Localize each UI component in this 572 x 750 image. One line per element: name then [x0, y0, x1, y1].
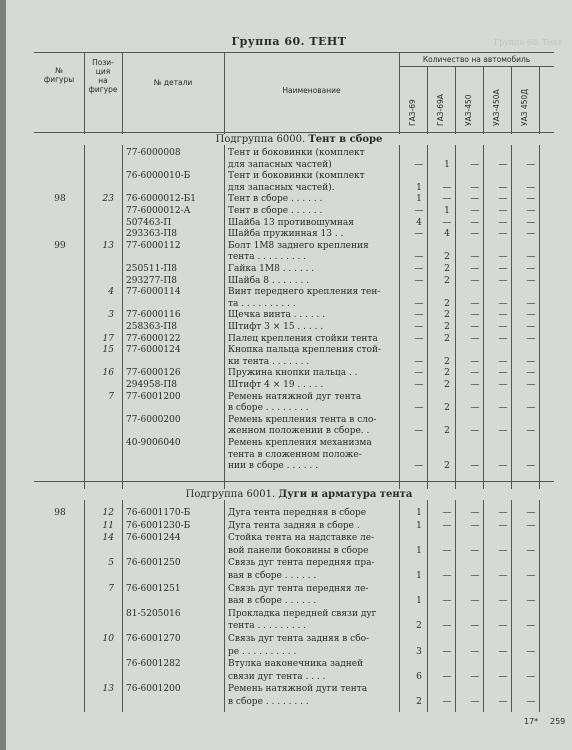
figure-number: 98	[54, 194, 66, 205]
page-title: Группа 60. ТЕНТ	[231, 35, 347, 48]
page-number: 259	[550, 717, 566, 726]
position-number: 13	[102, 684, 114, 695]
quantity-cell: —	[526, 426, 536, 437]
quantity-cell: —	[498, 356, 508, 367]
quantity-cell: —	[470, 596, 480, 607]
quantity-cell: —	[498, 596, 508, 607]
quantity-cell: —	[470, 545, 480, 556]
table-row	[34, 426, 564, 437]
part-name: Тент и боковинки (комплект	[228, 148, 365, 158]
quantity-cell: —	[414, 403, 424, 414]
table-row	[34, 438, 564, 449]
table-row	[34, 334, 564, 345]
quantity-cell: —	[498, 229, 508, 240]
quantity-cell: —	[526, 621, 536, 632]
part-number: 40-9006040	[126, 438, 181, 448]
part-name: в сборе . . . . . . . .	[228, 403, 309, 414]
quantity-cell: —	[498, 252, 508, 263]
part-number: 76-6000012-Б1	[126, 194, 196, 205]
quantity-cell: 1	[416, 520, 422, 531]
quantity-cell: —	[442, 646, 452, 657]
table-row	[34, 558, 564, 569]
part-name: Шайба 8 . . . . . . .	[228, 275, 310, 286]
table-row	[34, 415, 564, 426]
part-number: 76-6001270	[126, 634, 181, 644]
ghost-header: Группа 60. Тент	[493, 38, 562, 47]
quantity-cell: —	[526, 159, 536, 170]
quantity-cell: —	[498, 333, 508, 344]
quantity-cell: —	[470, 356, 480, 367]
quantity-cell: 2	[444, 380, 450, 390]
part-number: 76-6001170-Б	[126, 508, 191, 518]
table-row	[34, 659, 564, 670]
quantity-cell: —	[526, 333, 536, 344]
part-number: 77-6000012-А	[126, 206, 191, 216]
quantity-cell: 2	[444, 426, 450, 437]
table-row	[34, 345, 564, 356]
part-name: Шайба пружинная 13 . .	[228, 229, 344, 240]
quantity-cell: 1	[416, 571, 422, 581]
subgroup-title: Подгруппа 6000. Тент в сборе	[34, 134, 564, 145]
table-row	[34, 508, 564, 519]
table-row	[34, 609, 564, 620]
quantity-cell: —	[442, 520, 452, 531]
quantity-cell: 2	[416, 697, 422, 707]
table-row	[34, 647, 564, 658]
quantity-cell: —	[498, 368, 508, 379]
quantity-cell: —	[498, 182, 508, 193]
quantity-cell: —	[442, 217, 452, 228]
quantity-cell: 1	[444, 206, 450, 216]
part-number: 77-6000116	[126, 310, 181, 321]
part-number: 293277-П8	[126, 275, 177, 286]
quantity-cell: —	[526, 596, 536, 607]
quantity-cell: 2	[444, 322, 450, 332]
quantity-cell: —	[470, 380, 480, 390]
quantity-cell: —	[414, 206, 424, 216]
part-name: Щечка винта . . . . . .	[228, 310, 326, 321]
quantity-cell: —	[526, 461, 536, 472]
quantity-cell: —	[442, 194, 452, 205]
part-name: вой панели боковины в сборе	[228, 545, 369, 556]
quantity-cell: —	[470, 275, 480, 286]
quantity-cell: —	[470, 217, 480, 228]
quantity-cell: —	[498, 403, 508, 414]
quantity-cell: —	[526, 298, 536, 309]
quantity-cell: —	[442, 508, 452, 518]
quantity-cell: —	[442, 621, 452, 632]
quantity-cell: —	[498, 264, 508, 274]
part-number: 293363-П8	[126, 229, 177, 240]
table-row	[34, 229, 564, 240]
quantity-cell: —	[442, 596, 452, 607]
position-number: 4	[108, 287, 114, 298]
table-row	[34, 533, 564, 544]
quantity-cell: —	[526, 697, 536, 707]
part-name: Палец крепления стойки тента	[228, 333, 378, 344]
table-row	[34, 584, 564, 595]
figure-number: 98	[54, 508, 66, 518]
table-row	[34, 684, 564, 695]
quantity-cell: —	[414, 310, 424, 321]
table-row	[34, 160, 564, 171]
part-number: 77-6000008	[126, 148, 181, 158]
part-name: связи дуг тента . . . .	[228, 671, 326, 682]
parts-table	[34, 52, 564, 712]
table-row	[34, 521, 564, 532]
position-number: 11	[102, 520, 114, 531]
part-name: Дуга тента задняя в сборе .	[228, 520, 360, 531]
subgroup-title: Подгруппа 6001. Дуги и арматура тента	[34, 489, 564, 500]
quantity-cell: 6	[416, 671, 422, 682]
quantity-cell: —	[470, 322, 480, 332]
part-name: та . . . . . . . . . .	[228, 298, 296, 309]
quantity-cell: —	[526, 322, 536, 332]
quantity-cell: —	[526, 356, 536, 367]
quantity-cell: —	[526, 264, 536, 274]
part-number: 507463-П	[126, 217, 172, 228]
part-name: Прокладка передней связи дуг	[228, 608, 377, 619]
quantity-cell: 2	[444, 275, 450, 286]
quantity-cell: 2	[444, 333, 450, 344]
model-uaz450d-header: УАЗ 450Д	[520, 88, 529, 126]
part-number: 294958-П8	[126, 380, 177, 390]
quantity-cell: 1	[416, 194, 422, 205]
position-number: 10	[102, 634, 114, 644]
part-name: Штифт 4 × 19 . . . . .	[228, 380, 324, 390]
table-row	[34, 596, 564, 607]
quantity-cell: 2	[444, 356, 450, 367]
quantity-cell: —	[414, 356, 424, 367]
part-number: 76-6001282	[126, 659, 181, 670]
position-number: 5	[108, 558, 114, 569]
quantity-cell: —	[498, 646, 508, 657]
part-name: Стойка тента на надставке ле-	[228, 533, 375, 544]
quantity-cell: —	[526, 545, 536, 556]
quantity-cell: —	[526, 194, 536, 205]
quantity-cell: —	[498, 697, 508, 707]
table-row	[34, 634, 564, 645]
table-row	[34, 183, 564, 194]
figure-number: 99	[54, 240, 66, 251]
table-row	[34, 368, 564, 379]
position-number: 7	[108, 391, 114, 402]
quantity-cell: 1	[416, 545, 422, 556]
part-number: 76-6001250	[126, 558, 181, 569]
quantity-cell: —	[470, 194, 480, 205]
part-name: в сборе . . . . . . . .	[228, 697, 309, 707]
quantity-cell: 1	[416, 508, 422, 518]
table-row	[34, 171, 564, 182]
quantity-cell: —	[526, 206, 536, 216]
model-gaz69a-header: ГАЗ-69А	[436, 94, 445, 126]
part-number: 77-6000122	[126, 333, 181, 344]
part-name: Связь дуг тента передняя пра-	[228, 558, 375, 569]
quantity-cell: —	[498, 275, 508, 286]
quantity-cell: —	[526, 275, 536, 286]
model-uaz450a-header: УАЗ-450А	[492, 89, 501, 126]
col-name-header: Наименование	[282, 86, 341, 95]
quantity-cell: 1	[416, 182, 422, 193]
quantity-cell: 2	[444, 252, 450, 263]
part-name: Болт 1М8 заднего крепления	[228, 240, 369, 251]
table-row	[34, 310, 564, 321]
table-row	[34, 299, 564, 310]
quantity-cell: —	[470, 264, 480, 274]
quantity-cell: —	[498, 159, 508, 170]
quantity-cell: —	[414, 461, 424, 472]
quantity-cell: 2	[444, 310, 450, 321]
part-number: 81-5205016	[126, 608, 181, 619]
part-name: Кнопка пальца крепления стой-	[228, 345, 381, 356]
table-row	[34, 392, 564, 403]
quantity-cell: —	[526, 182, 536, 193]
quantity-cell: —	[526, 646, 536, 657]
quantity-cell: —	[470, 159, 480, 170]
table-row	[34, 672, 564, 683]
table-row	[34, 546, 564, 557]
part-name: Шайба 13 противошумная	[228, 217, 354, 228]
quantity-cell: —	[414, 264, 424, 274]
part-name: тента . . . . . . . . .	[228, 621, 307, 632]
quantity-cell: —	[526, 229, 536, 240]
table-row	[34, 287, 564, 298]
part-name: женном положении в сборе. .	[228, 426, 370, 437]
quantity-cell: —	[526, 368, 536, 379]
table-row	[34, 571, 564, 582]
part-number: 77-6000126	[126, 368, 181, 379]
quantity-cell: —	[498, 426, 508, 437]
quantity-cell: —	[470, 671, 480, 682]
quantity-cell: —	[470, 461, 480, 472]
quantity-cell: —	[526, 380, 536, 390]
table-row	[34, 621, 564, 632]
quantity-cell: —	[470, 697, 480, 707]
part-name: ки тента . . . . . . .	[228, 356, 310, 367]
quantity-cell: 2	[416, 621, 422, 632]
part-name: Штифт 3 × 15 . . . . .	[228, 322, 324, 332]
position-number: 3	[108, 310, 114, 321]
col-part-header: № детали	[153, 78, 193, 87]
part-number: 77-6000112	[126, 240, 181, 251]
quantity-cell: —	[442, 545, 452, 556]
quantity-cell: 1	[416, 596, 422, 607]
part-name: Ремень натяжной дуги тента	[228, 684, 368, 695]
quantity-cell: —	[470, 333, 480, 344]
table-row	[34, 357, 564, 368]
table-row	[34, 252, 564, 263]
part-name: Втулка наконечника задней	[228, 659, 364, 670]
model-uaz450-header: УАЗ-450	[464, 94, 473, 126]
quantity-cell: —	[470, 206, 480, 216]
quantity-cell: —	[414, 159, 424, 170]
position-number: 14	[102, 533, 114, 544]
quantity-cell: —	[470, 571, 480, 581]
quantity-cell: —	[526, 403, 536, 414]
table-row	[34, 218, 564, 229]
quantity-cell: —	[498, 310, 508, 321]
quantity-cell: —	[498, 217, 508, 228]
quantity-cell: —	[526, 508, 536, 518]
part-number: 77-6000124	[126, 345, 181, 356]
part-name: Тент в сборе . . . . . .	[228, 206, 323, 216]
position-number: 23	[102, 194, 114, 205]
position-number: 13	[102, 240, 114, 251]
quantity-cell: —	[470, 646, 480, 657]
part-name: тента . . . . . . . . .	[228, 252, 307, 263]
quantity-cell: —	[470, 298, 480, 309]
quantity-cell: —	[470, 252, 480, 263]
quantity-cell: —	[442, 671, 452, 682]
quantity-cell: —	[498, 508, 508, 518]
quantity-cell: —	[470, 508, 480, 518]
part-number: 76-6001200	[126, 684, 181, 695]
quantity-cell: 4	[416, 217, 422, 228]
document-page	[6, 0, 572, 750]
table-row	[34, 194, 564, 205]
position-number: 12	[102, 508, 114, 518]
position-number: 15	[102, 345, 114, 356]
quantity-cell: —	[470, 621, 480, 632]
quantity-cell: —	[470, 520, 480, 531]
part-number: 77-6000114	[126, 287, 181, 298]
quantity-cell: —	[414, 229, 424, 240]
quantity-cell: —	[414, 298, 424, 309]
quantity-cell: —	[470, 310, 480, 321]
quantity-cell: —	[470, 403, 480, 414]
quantity-cell: —	[414, 426, 424, 437]
part-number: 76-6000010-Б	[126, 171, 191, 182]
part-number: 77-6000200	[126, 414, 181, 425]
quantity-cell: —	[414, 322, 424, 332]
quantity-cell: 2	[444, 403, 450, 414]
quantity-cell: —	[442, 571, 452, 581]
part-name: Ремень крепления тента в сло-	[228, 414, 377, 425]
part-number: 76-6001230-Б	[126, 520, 191, 531]
part-name: тента в сложенном положе-	[228, 449, 362, 460]
quantity-cell: —	[498, 461, 508, 472]
quantity-cell: 3	[416, 646, 422, 657]
part-number: 258363-П8	[126, 322, 177, 332]
part-name: Связь дуг тента передняя ле-	[228, 583, 369, 594]
quantity-cell: —	[414, 252, 424, 263]
part-name: Ремень крепления механизма	[228, 438, 372, 448]
table-row	[34, 264, 564, 275]
quantity-cell: —	[470, 182, 480, 193]
part-number: 77-6001200	[126, 391, 181, 402]
quantity-cell: —	[470, 426, 480, 437]
table-row	[34, 148, 564, 159]
quantity-cell: 2	[444, 264, 450, 274]
table-row	[34, 276, 564, 287]
quantity-cell: —	[470, 229, 480, 240]
part-name: Винт переднего крепления тен-	[228, 287, 381, 298]
part-name: Связь дуг тента задняя в сбо-	[228, 634, 370, 644]
part-number: 250511-П8	[126, 264, 177, 274]
table-row	[34, 322, 564, 333]
quantity-cell: —	[498, 322, 508, 332]
quantity-cell: —	[470, 368, 480, 379]
col-position-header: Пози- ция на фигуре	[88, 58, 118, 94]
part-number: 76-6001244	[126, 533, 181, 544]
quantity-cell: —	[498, 194, 508, 205]
part-name: для запасных частей)	[228, 159, 332, 170]
quantity-cell: —	[414, 368, 424, 379]
position-number: 7	[108, 583, 114, 594]
part-name: Дуга тента передняя в сборе	[228, 508, 367, 518]
col-figure-header: № фигуры	[43, 66, 75, 84]
quantity-cell: —	[526, 671, 536, 682]
table-row	[34, 403, 564, 414]
table-row	[34, 206, 564, 217]
quantity-cell: —	[498, 545, 508, 556]
part-name: Тент в сборе . . . . . .	[228, 194, 323, 205]
part-name: Пружина кнопки пальца . .	[228, 368, 358, 379]
table-row	[34, 450, 564, 461]
part-name: Ремень натяжной дуг тента	[228, 391, 362, 402]
part-name: вая в сборе . . . . . .	[228, 596, 317, 607]
quantity-cell: —	[526, 310, 536, 321]
table-row	[34, 380, 564, 391]
quantity-cell: 4	[444, 229, 450, 240]
table-row	[34, 461, 564, 472]
quantity-cell: —	[526, 252, 536, 263]
col-qty-header: Количество на автомобиль	[422, 55, 531, 64]
quantity-cell: 2	[444, 368, 450, 379]
quantity-cell: —	[414, 333, 424, 344]
part-name: Тент и боковинки (комплект	[228, 171, 365, 182]
quantity-cell: 2	[444, 298, 450, 309]
quantity-cell: —	[526, 571, 536, 581]
table-row	[34, 697, 564, 708]
part-name: Гайка 1М8 . . . . . .	[228, 264, 315, 274]
model-gaz69-header: ГАЗ-69	[408, 99, 417, 126]
quantity-cell: —	[498, 520, 508, 531]
quantity-cell: —	[442, 182, 452, 193]
quantity-cell: 1	[444, 159, 450, 170]
part-name: вая в сборе . . . . . .	[228, 571, 317, 581]
position-number: 16	[102, 368, 114, 379]
part-name: ре . . . . . . . . . .	[228, 646, 297, 657]
quantity-cell: —	[498, 206, 508, 216]
quantity-cell: —	[526, 217, 536, 228]
quantity-cell: —	[498, 571, 508, 581]
signature-mark: 17*	[524, 717, 539, 726]
quantity-cell: 2	[444, 461, 450, 472]
quantity-cell: —	[498, 380, 508, 390]
part-name: для запасных частей).	[228, 182, 335, 193]
part-name: нии в сборе . . . . . .	[228, 461, 319, 472]
quantity-cell: —	[498, 298, 508, 309]
quantity-cell: —	[414, 275, 424, 286]
part-number: 76-6001251	[126, 583, 181, 594]
position-number: 17	[102, 333, 114, 344]
table-row	[34, 241, 564, 252]
quantity-cell: —	[526, 520, 536, 531]
quantity-cell: —	[498, 671, 508, 682]
quantity-cell: —	[442, 697, 452, 707]
quantity-cell: —	[498, 621, 508, 632]
quantity-cell: —	[414, 380, 424, 390]
